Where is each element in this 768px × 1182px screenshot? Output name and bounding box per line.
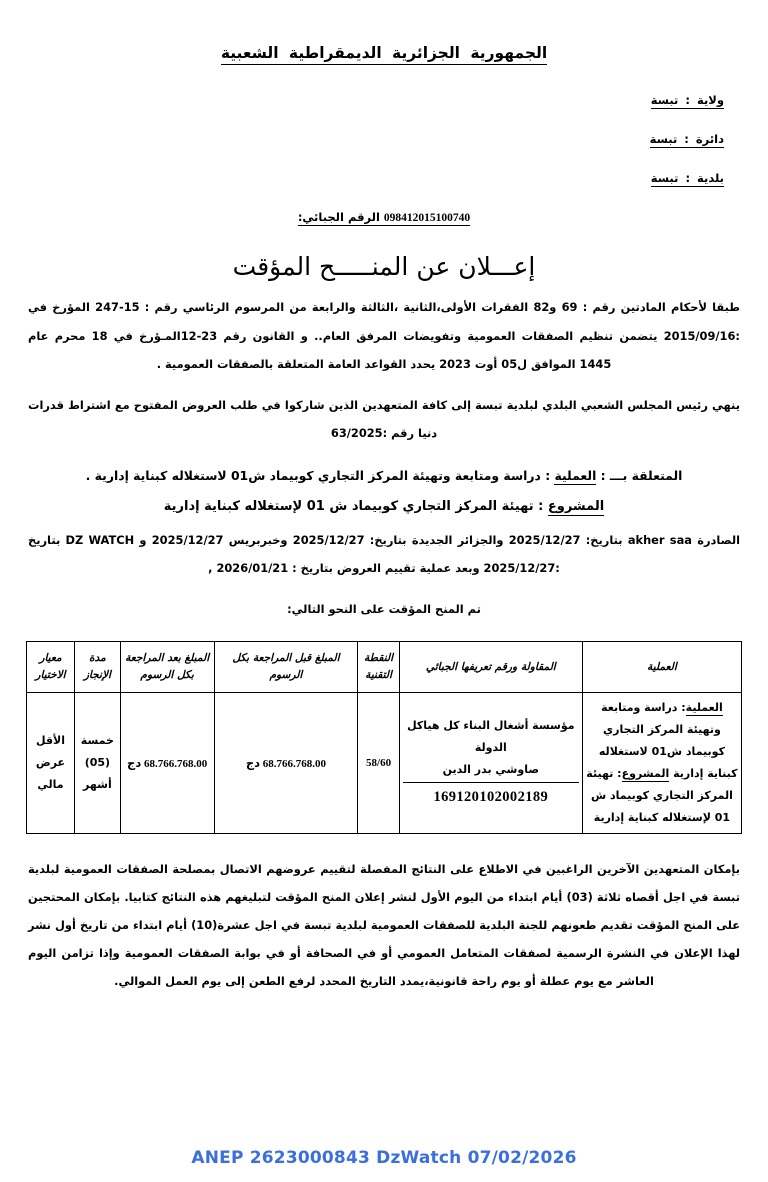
header-amount-after: المبلغ بعد المراجعة بكل الرسوم (120, 642, 214, 693)
administrative-block (24, 93, 744, 187)
header-criteria: معيار الاختيار (27, 642, 75, 693)
amount-after-value: 68.766.768.00 (143, 757, 208, 770)
cell-company (399, 693, 582, 834)
notice-days-ten: عشرة(10) (191, 918, 251, 933)
legal-basis-paragraph: طبقا لأحكام المادتين رقم : 69 و82 الفقرات الأولى،الثانية ،الثالثة والرابعة من المرسوم الرئاسي رقم : 15-247 المؤرخ في :2015/09/16 يتضمن تنظيم الصفقات العمومية وتفويضات المرفق العام.. و القانون رقم 23-12المـؤرخ في 18 محرم عام 1445 الموافق ل05 أوت 2023 يحدد القواعد العامة المتعلقة بالصفقات العمومية . (28, 300, 741, 372)
fiscal-number-label: الرقم الجبائي: (297, 210, 380, 224)
cell-technical-note: 58/60 (358, 693, 399, 834)
announcement-line1: ينهي رئيس المجلس الشعبي البلدي لبلدية تبسة إلى كافة المتعهدين الذين شاركوا في طلب العروض المفتوح مع اشتراط قدرات دنيا رقم :63/2025 (28, 397, 740, 441)
cell-operation (582, 693, 741, 834)
anep-footer: ANEP 2623000843 DzWatch 07/02/2026 (191, 1148, 577, 1168)
criteria-line-3: مالي (37, 778, 64, 792)
header-operation: العملية (582, 642, 741, 693)
header-duration: مدة الإنجاز (75, 642, 121, 693)
company-nif: 169120102002189 (433, 788, 549, 805)
cell-project-label: المشروع (621, 767, 670, 781)
notice-days-three: ثلاثة (03) (566, 890, 622, 905)
notice-paragraph (28, 856, 740, 996)
daira-text: دائرة : تبسة (649, 132, 724, 146)
company-name: مؤسسة أشغال البناء كل هياكل الدولة (407, 718, 575, 754)
republic-header (24, 44, 744, 65)
header-technical-note: النقطة التقنية (358, 642, 399, 693)
fiscal-number-wrapper (298, 210, 470, 226)
page-title: إعـــلان عن المنـــــح المؤقت (232, 252, 536, 281)
header-company: المقاولة ورقم تعريفها الجبائي (399, 642, 582, 693)
notice-part-3: أيام ابتداء من تاريخ أول نشر لهذا الإعلان في النشرة الرسمية لصفقات المتعامل العمومي أو في الصحافة أو في بوابة الصفقات العمومية وإذا تزامن اليوم العاشر مع يوم عطلة أو يوم راحة قانونية،يمدد التاريخ المحدد لرفع الطعن إلى يوم العمل الموالي. (28, 918, 740, 988)
amount-before-currency: دج (245, 755, 261, 770)
document-page (0, 44, 768, 1182)
notice-part-1: بإمكان المتعهدين الآخرين الراغبين في الاطلاع على النتائج المفصلة لتقييم عروضهم الاتصال بمصلحة الصفقات العمومية لبلدية تبسة في اجل أقصاه (28, 862, 740, 905)
amount-before-value: 68.766.768.00 (262, 757, 327, 770)
cell-project-text: : تهيئة المركز التجاري كوبيماد ش 01 لإستغلاله كبناية إدارية (586, 767, 733, 825)
wilaya-line (24, 93, 724, 109)
baladia-text: بلدية : تبسة (650, 171, 724, 185)
result-intro-line: تم المنح المؤقت على النحو التالي: (287, 601, 481, 616)
cell-operation-label: العملية (685, 701, 723, 715)
company-manager: صاوشي بدر الدين (403, 759, 579, 783)
project-text: : تهيئة المركز التجاري كوبيماد ش 01 لإستغلاله كبناية إدارية (163, 498, 544, 514)
notice-part-2: أيام ابتداء من اليوم الأول لنشر إعلان المنح المؤقت لتبليغهم هذه النتائج كتابيا. بإمكان المحتجين على المنح المؤقت تقديم طعونهم للجنة البلدية للصفقات العمومية لبلدية تبسة في اجل (28, 890, 741, 933)
fiscal-number-line (24, 210, 744, 226)
award-table (26, 641, 742, 834)
operation-label: العملية (554, 467, 597, 483)
criteria-line-1: الأقل (36, 734, 65, 748)
cell-amount-before (214, 693, 358, 834)
cell-criteria (27, 693, 75, 834)
project-line (24, 499, 744, 514)
announcement-line2-prefix: المتعلقة بـــ : (600, 467, 683, 483)
amount-after-currency: دج (127, 755, 142, 770)
criteria-line-2: عرض (35, 756, 66, 770)
table-header-row (27, 642, 742, 693)
header-amount-before: المبلغ قبل المراجعة بكل الرسوم (214, 642, 358, 693)
table-row (27, 693, 742, 834)
cell-operation-text: : دراسة ومتابعة وتهيئة المركز التجاري كوبيماد ش01 لاستغلاله كبناية إدارية (598, 701, 738, 781)
duration-line-2: (05) (84, 756, 111, 770)
wilaya-text: ولاية : تبسة (650, 93, 724, 107)
project-label: المشروع (547, 498, 605, 514)
duration-line-3: أشهر (83, 778, 112, 792)
republic-header-text: الجمهورية الجزائرية الديمقراطية الشعبية (221, 44, 547, 65)
cell-amount-after (120, 693, 214, 834)
baladia-line (24, 171, 724, 187)
fiscal-number-value: 098412015100740 (383, 212, 471, 224)
duration-line-1: خمسة (80, 734, 114, 748)
daira-line (24, 132, 724, 148)
announcement-line2 (28, 460, 740, 491)
cell-duration (75, 693, 121, 834)
announcement-line2-text: : دراسة ومتابعة وتهيئة المركز التجاري كوبيماد ش01 لاستغلاله كبناية إدارية . (85, 467, 551, 483)
publication-paragraph: الصادرة akher saa بتاريخ: 2025/12/27 والجزائر الجديدة بتاريخ: 2025/12/27 وخبربريس 2025/12/27 و DZ WATCH بتاريخ :2025/12/27 وبعد عملية تقييم العروض بتاريخ : 2026/01/21 , (28, 532, 741, 576)
